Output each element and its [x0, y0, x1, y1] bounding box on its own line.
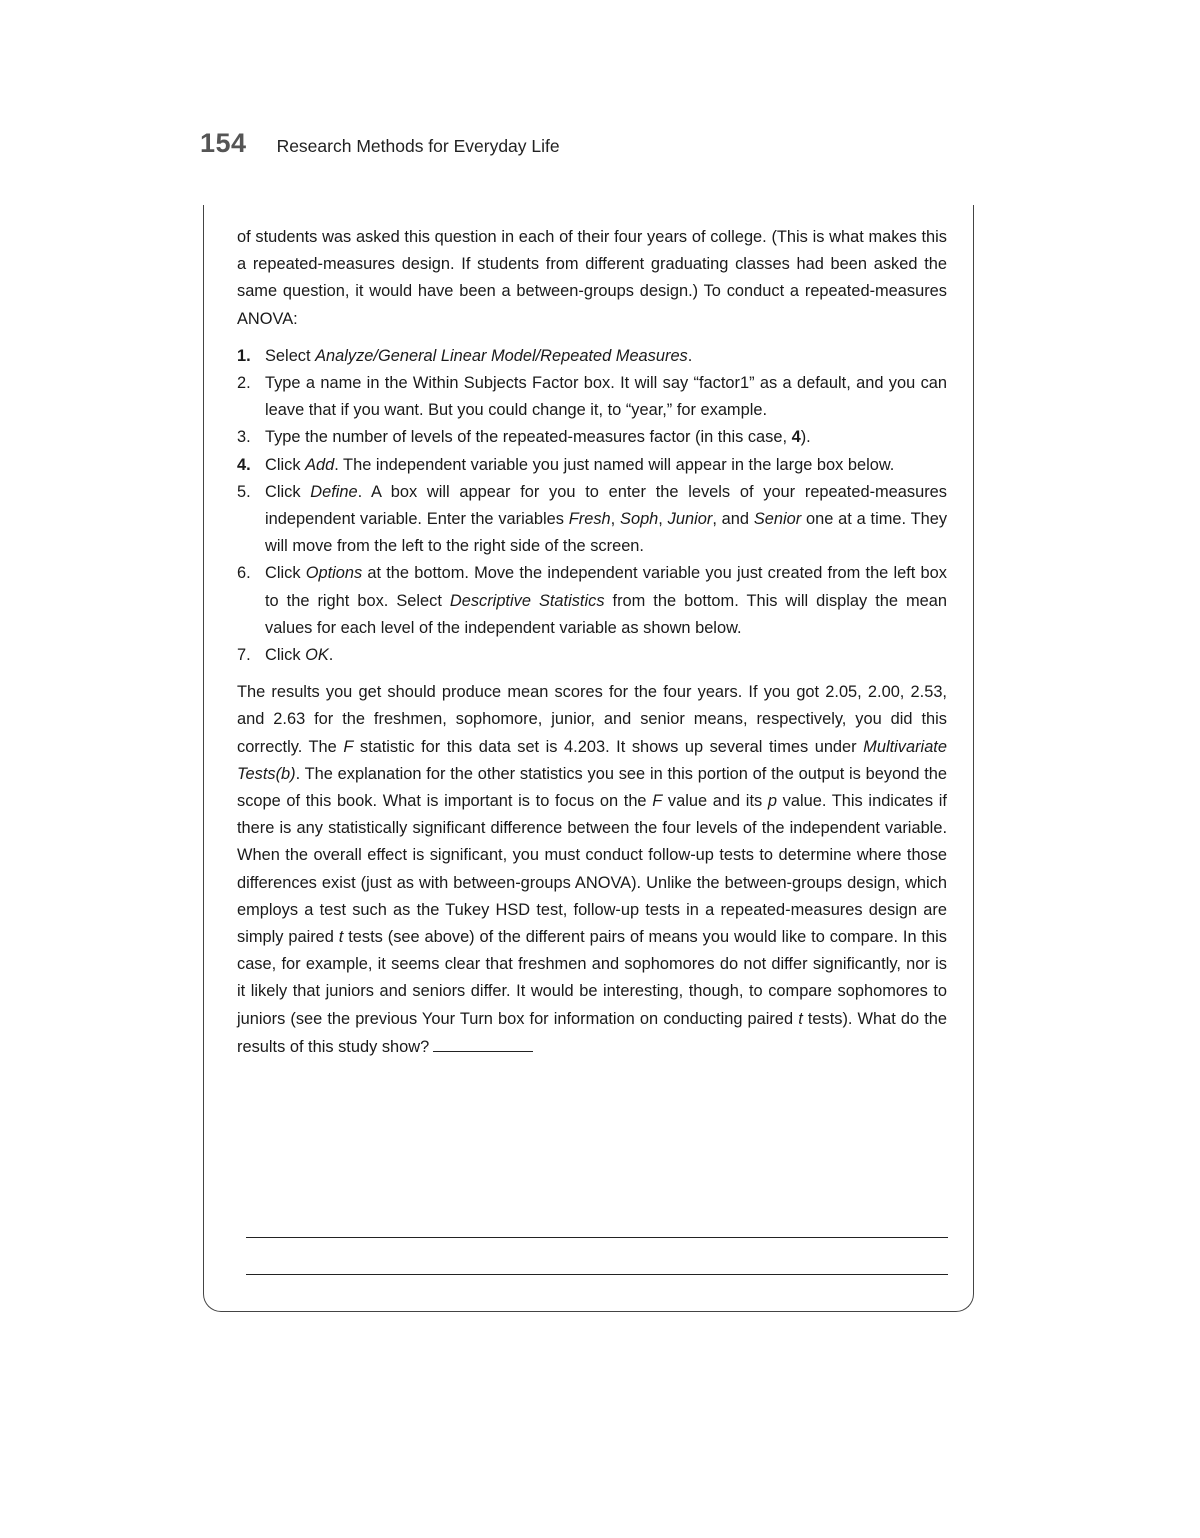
box-content — [237, 224, 947, 1061]
list-item — [237, 479, 947, 561]
step-number: 4. — [237, 455, 251, 474]
list-item — [237, 642, 947, 669]
list-item — [237, 560, 947, 642]
list-item — [237, 343, 947, 370]
list-item — [237, 370, 947, 424]
step-number: 3. — [237, 428, 251, 447]
step-number: 2. — [237, 374, 251, 393]
page-number: 154 — [200, 128, 247, 158]
step-number: 7. — [237, 646, 251, 665]
intro-paragraph: of students was asked this question in each of their four years of college. (This is what makes this a repeated-measures design. If students from different graduating classes had been asked the same question, it would have been a between-groups design.) To conduct a repeated-measures ANOVA: — [237, 228, 947, 328]
step-text: Click Options at the bottom. Move the independent variable you just created from the left box to the right box. Select Descriptive Statistics from the bottom. This will display the mean values for each level of the independent variable as shown below. — [265, 564, 947, 637]
step-text: Type the number of levels of the repeated-measures factor (in this case, 4). — [265, 428, 811, 447]
step-number: 5. — [237, 482, 251, 501]
answer-line[interactable] — [246, 1237, 948, 1238]
answer-blank[interactable] — [433, 1033, 533, 1052]
step-text: Click Define. A box will appear for you to enter the levels of your repeated-measures independent variable. Enter the variables Fresh, Soph, Junior, and Senior one at a time. They will move from the left to the right side of the screen. — [265, 482, 948, 556]
list-item — [237, 424, 947, 451]
step-text: Select Analyze/General Linear Model/Repeated Measures. — [265, 346, 693, 365]
steps-list — [237, 343, 947, 669]
step-text: Click Add. The independent variable you just named will appear in the large box below. — [265, 455, 895, 474]
step-number: 1. — [237, 346, 251, 365]
step-text: Type a name in the Within Subjects Factor box. It will say “factor1” as a default, and you can leave that if you want. But you could change it, to “year,” for example. — [265, 374, 947, 420]
results-paragraph: The results you get should produce mean scores for the four years. If you got 2.05, 2.00, 2.53, and 2.63 for the freshmen, sophomore, junior, and senior means, respectively, you did this correctly. The F statistic for this data set is 4.203. It shows up several times under Multivariate Tests(b). The explanation for the other statistics you see in this portion of the output is beyond the scope of this book. What is important is to focus on the F value and its p value. This indicates if there is any statistically significant difference between the four levels of the independent variable. When the overall effect is significant, you must conduct follow-up tests to determine where those differences exist (just as with between-groups ANOVA). Unlike the between-groups design, which employs a test such as the Tukey HSD test, follow-up tests in a repeated-measures design are simply paired t tests (see above) of the different pairs of means you would like to compare. In this case, for example, it seems clear that freshmen and sophomores do not differ significantly, nor is it likely that juniors and seniors differ. It would be interesting, though, to compare sophomores to juniors (see the previous Your Turn box for information on conducting paired t tests). What do the results of this study show? — [237, 683, 947, 1056]
answer-line[interactable] — [246, 1274, 948, 1275]
running-title: Research Methods for Everyday Life — [276, 136, 560, 156]
list-item — [237, 452, 947, 479]
running-header — [200, 128, 560, 159]
step-number: 6. — [237, 564, 251, 583]
step-text: Click OK. — [265, 646, 334, 665]
